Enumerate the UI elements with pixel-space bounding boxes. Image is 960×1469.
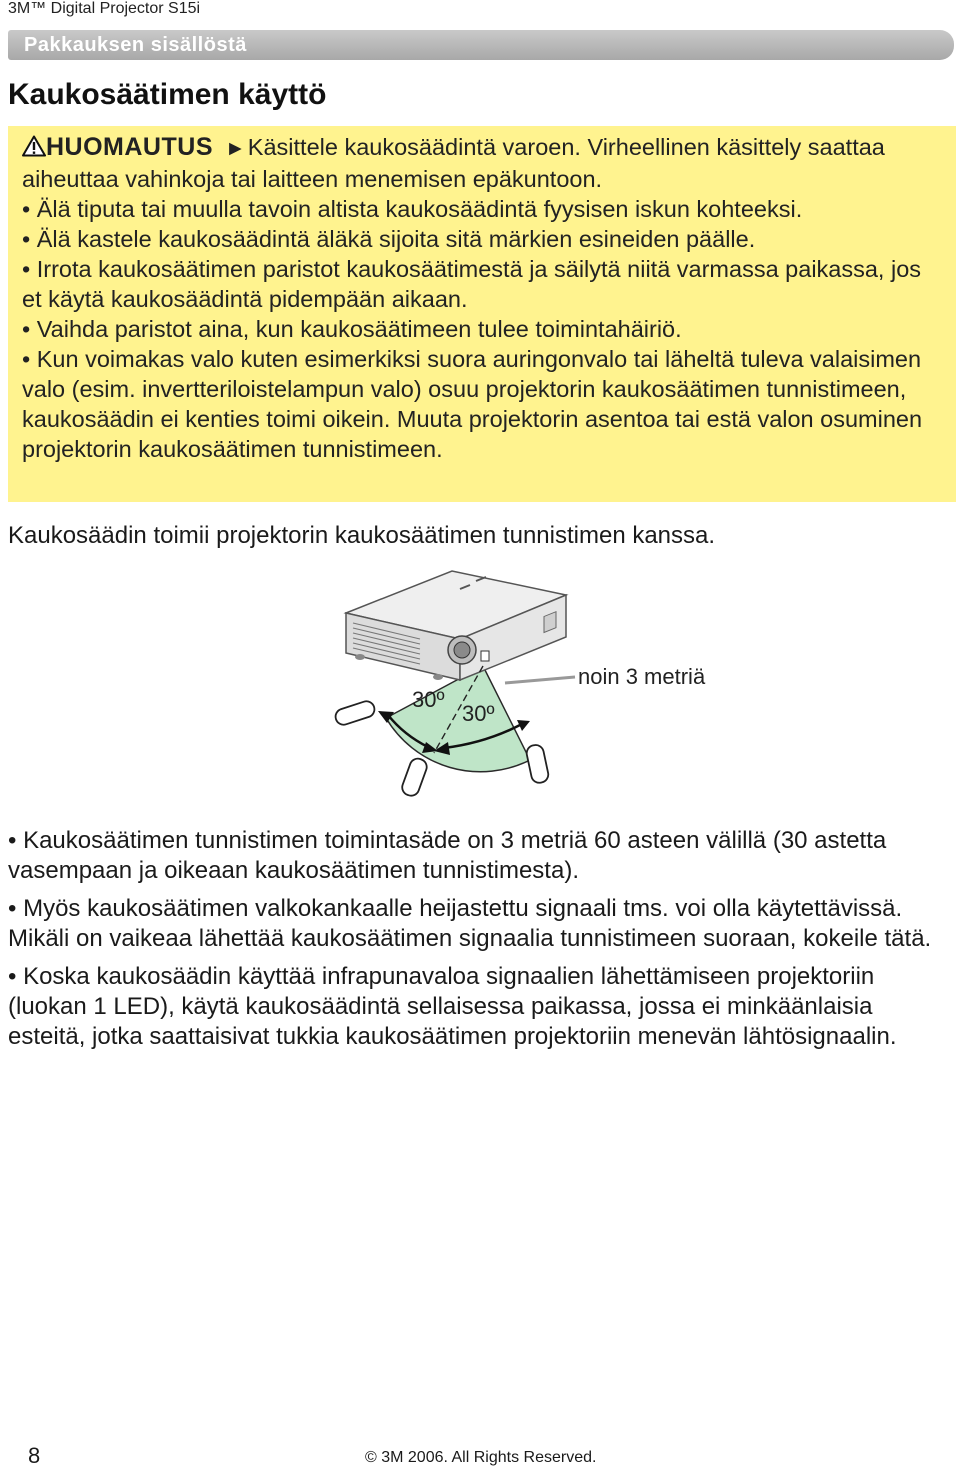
copyright-notice: © 3M 2006. All Rights Reserved. — [365, 1449, 597, 1466]
right-angle-label: 30º — [462, 701, 495, 726]
remote-range-diagram — [320, 565, 740, 800]
caution-item: • Älä kastele kaukosäädintä äläkä sijoita sitä märkien esineiden päälle. — [22, 226, 756, 252]
section-header-bar — [8, 30, 954, 60]
intro-text: Kaukosäädin toimii projektorin kaukosäätimen tunnistimen kanssa. — [8, 522, 716, 549]
remote-control-center — [400, 756, 429, 798]
page-title: Kaukosäätimen käyttö — [8, 78, 327, 111]
caution-item: • Vaihda paristot aina, kun kaukosäätimeen tulee toimintahäiriö. — [22, 316, 682, 342]
document-title: 3M™ Digital Projector S15i — [8, 0, 201, 17]
ir-sensor-icon — [481, 651, 489, 661]
remote-control-right — [525, 744, 550, 785]
note-item: • Koska kaukosäädin käyttää infrapunavaloa signaalien lähettämiseen projektoriin (luokan 1 LED), käytä kaukosäädintä sellaisessa paikassa, jossa ei minkäänlaisia esteitä, jotka saattaisivat tukkia kaukosäätimen projektoriin menevän lähtösignaalin. — [8, 963, 897, 1050]
distance-label: noin 3 metriä — [578, 664, 706, 689]
note-item: • Kaukosäätimen tunnistimen toimintasäde on 3 metriä 60 asteen välillä (30 astetta vasempaan ja oikeaan kaukosäätimen tunnistimesta). — [8, 827, 887, 884]
projector-illustration — [346, 571, 566, 680]
caution-box — [8, 126, 956, 502]
section-header-label: Pakkauksen sisällöstä — [24, 34, 247, 56]
caution-item: • Irrota kaukosäätimen paristot kaukosäätimestä ja säilytä niitä varmassa paikassa, jos et käytä kaukosäädintä pidempään aikaan. — [22, 256, 922, 312]
right-arrow-icon: ► — [225, 137, 246, 160]
note-item: • Myös kaukosäätimen valkokankaalle heijastettu signaali tms. voi olla käytettävissä. Mikäli on vaikeaa lähettää kaukosäätimen signaalia tunnistimeen suoraan, kokeile tätä. — [8, 895, 932, 952]
page-number: 8 — [28, 1443, 41, 1468]
notes-list — [8, 826, 956, 1060]
distance-pointer-line — [505, 677, 575, 683]
caution-lead-text: Käsittele kaukosäädintä varoen. Virheellinen käsittely saattaa aiheuttaa vahinkoja tai laitteen menemisen epäkuntoon. — [22, 134, 885, 192]
caution-label: HUOMAUTUS — [46, 133, 213, 161]
caution-item: • Kun voimakas valo kuten esimerkiksi suora auringonvalo tai läheltä tuleva valaisimen valo (esim. invertteriloistelampun valo) osuu projektorin kaukosäätimen tunnistimeen, kaukosäädin ei kenties toimi oikein. Muuta projektorin asentoa tai estä valon osuminen projektorin kaukosäätimen tunnistimeen. — [22, 346, 923, 462]
caution-item: • Älä tiputa tai muulla tavoin altista kaukosäädintä fyysisen iskun kohteeksi. — [22, 196, 803, 222]
warning-triangle-icon — [22, 135, 46, 157]
caution-lead-paragraph — [22, 132, 942, 194]
left-angle-label: 30º — [412, 687, 445, 712]
remote-control-left — [334, 699, 377, 727]
